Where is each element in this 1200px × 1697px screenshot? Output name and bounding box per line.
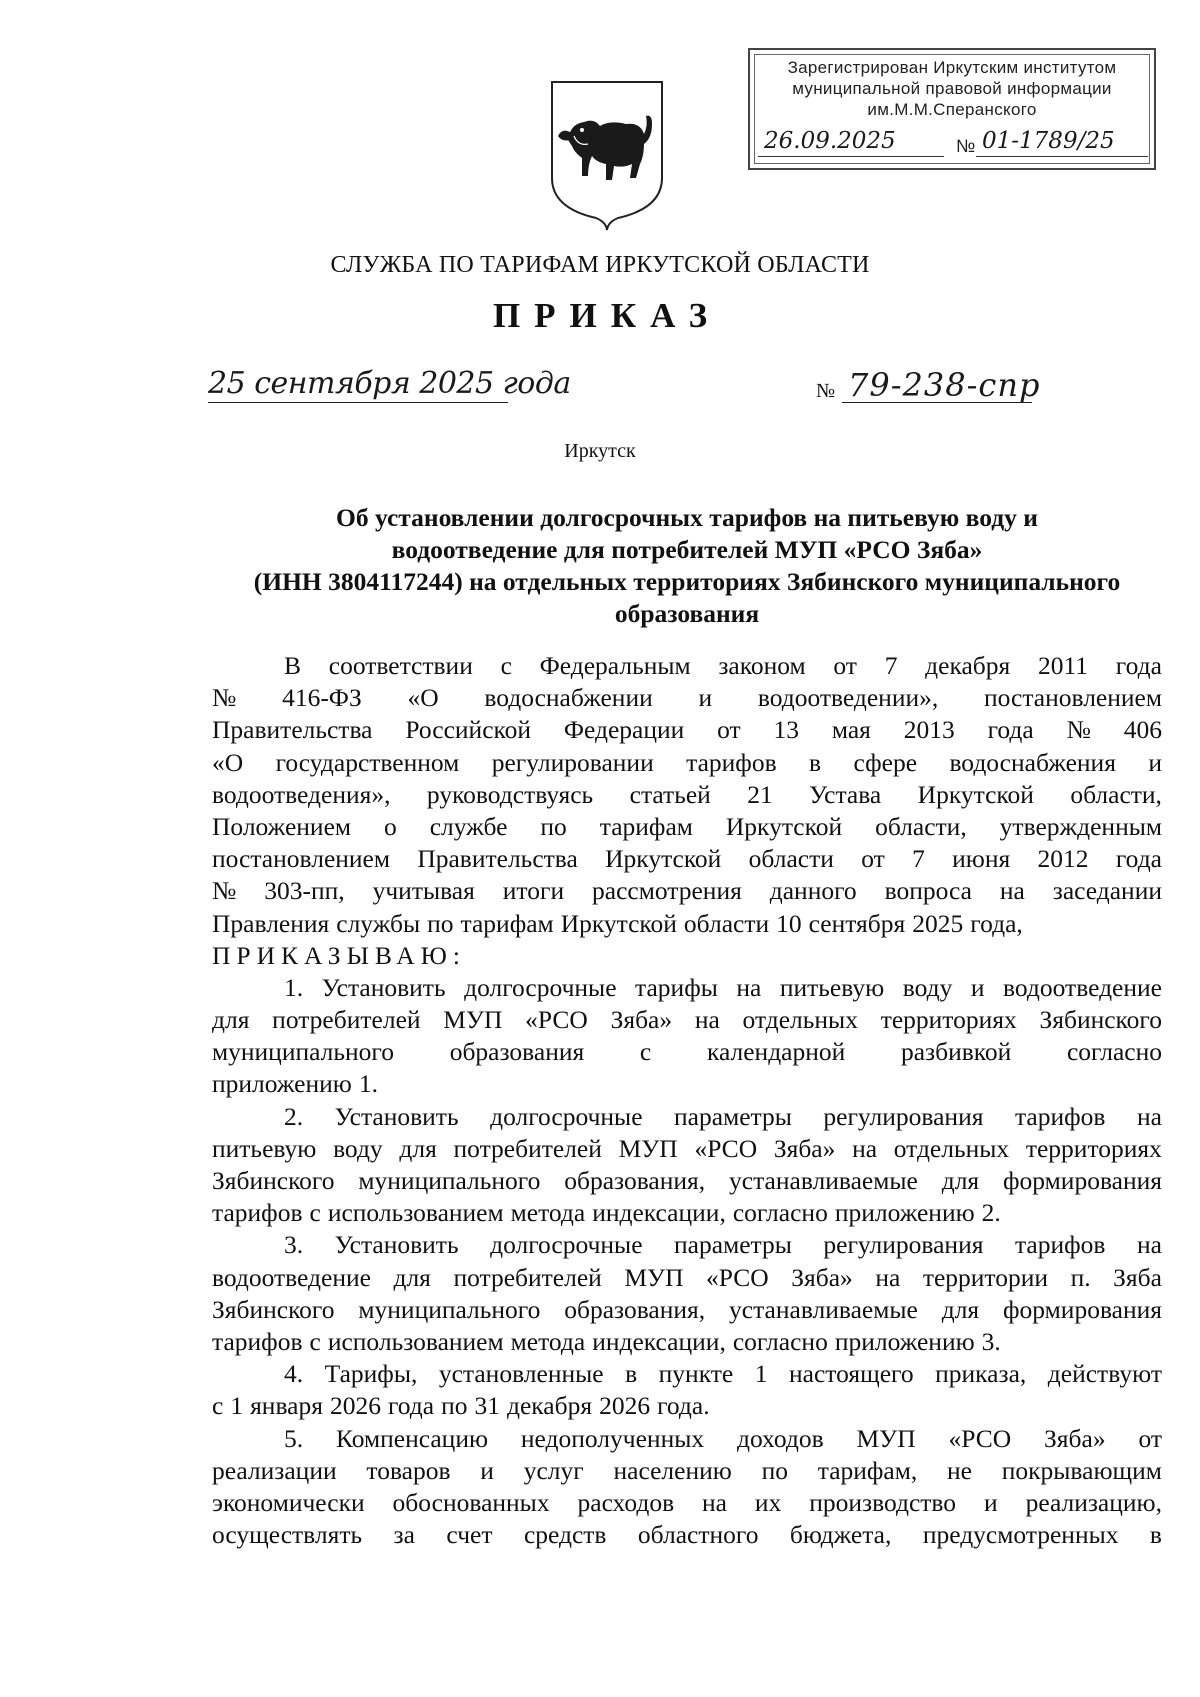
- body-line: «О государственном регулировании тарифов в сфере водоснабжения и: [212, 747, 1162, 777]
- handwritten-date: 25 сентября 2025 года: [208, 366, 571, 401]
- body-line: 4. Тарифы, установленные в пункте 1 настоящего приказа, действуют: [284, 1359, 1162, 1389]
- body-line: тарифов с использованием метода индексации, согласно приложению 3.: [212, 1326, 1001, 1356]
- body-line: для потребителей МУП «РСО Зяба» на отдельных территориях Зябинского: [212, 1005, 1162, 1035]
- body-line: Зябинского муниципального образования, устанавливаемые для формирования: [212, 1294, 1162, 1324]
- city: Иркутск: [564, 440, 636, 462]
- body-line: муниципального образования с календарной разбивкой согласно: [212, 1037, 1162, 1067]
- body-line: экономически обоснованных расходов на их производство и реализацию,: [212, 1487, 1162, 1517]
- body-line: 3. Установить долгосрочные параметры регулирования тарифов на: [284, 1230, 1162, 1260]
- body-line: с 1 января 2026 года по 31 декабря 2026 года.: [212, 1391, 710, 1421]
- document-type: ПРИКАЗ: [492, 296, 722, 335]
- organization-name: СЛУЖБА ПО ТАРИФАМ ИРКУТСКОЙ ОБЛАСТИ: [330, 252, 870, 278]
- title-line: образования: [614, 599, 760, 628]
- stamp-number-label: №: [956, 136, 976, 156]
- stamp-date: 26.09.2025: [764, 128, 896, 154]
- body-line: № 416-ФЗ «О водоснабжении и водоотведении», постановлением: [212, 683, 1162, 713]
- order-number-label: №: [816, 380, 836, 402]
- body-line: В соответствии с Федеральным законом от 7 декабря 2011 года: [284, 651, 1162, 680]
- date-underline: [208, 402, 508, 403]
- body-line: 2. Установить долгосрочные параметры регулирования тарифов на: [284, 1101, 1162, 1131]
- title-line: водоотведение для потребителей МУП «РСО Зяба»: [391, 535, 983, 564]
- stamp-number-line: [976, 156, 1148, 157]
- document-body: [212, 650, 1162, 1551]
- body-line: Правительства Российской Федерации от 13 мая 2013 года № 406: [212, 715, 1162, 745]
- body-line: водоотведения», руководствуясь статьей 21 Устава Иркутской области,: [212, 779, 1162, 809]
- body-line: питьевую воду для потребителей МУП «РСО Зяба» на отдельных территориях: [212, 1133, 1162, 1163]
- title-line: Об установлении долгосрочных тарифов на питьевую воду и: [336, 503, 1038, 532]
- body-line: 1. Установить долгосрочные тарифы на питьевую воду и водоотведение: [284, 972, 1162, 1002]
- stamp-number: 01-1789/25: [982, 128, 1115, 154]
- stamp-line-3: им.М.М.Сперанского: [867, 100, 1037, 119]
- body-line: 5. Компенсацию недополученных доходов МУП «РСО Зяба» от: [284, 1423, 1162, 1453]
- body-line: тарифов с использованием метода индексации, согласно приложению 2.: [212, 1198, 1001, 1228]
- number-underline: [842, 402, 1032, 403]
- body-line: осуществлять за счет средств областного бюджета, предусмотренных в: [212, 1520, 1162, 1550]
- handwritten-order-number: 79-238-спр: [848, 366, 1041, 404]
- body-line: № 303-пп, учитывая итоги рассмотрения данного вопроса на заседании: [212, 876, 1162, 906]
- body-line: водоотведение для потребителей МУП «РСО Зяба» на территории п. Зяба: [212, 1262, 1162, 1292]
- body-line: реализации товаров и услуг населению по тарифам, не покрывающим: [212, 1455, 1162, 1485]
- registration-stamp: [748, 48, 1156, 170]
- stamp-line-2: муниципальной правовой информации: [792, 79, 1112, 98]
- stamp-date-line: [758, 156, 944, 157]
- body-line: Зябинского муниципального образования, устанавливаемые для формирования: [212, 1166, 1162, 1195]
- body-line: Положением о службе по тарифам Иркутской области, утвержденным: [212, 811, 1162, 841]
- title-line: (ИНН 3804117244) на отдельных территориях Зябинского муниципального: [253, 567, 1121, 596]
- coat-of-arms-emblem: [548, 78, 666, 232]
- document-title: [212, 502, 1162, 630]
- body-line: ПРИКАЗЫВАЮ:: [212, 940, 466, 970]
- body-line: постановлением Правительства Иркутской области от 7 июня 2012 года: [212, 844, 1162, 874]
- body-line: Правления службы по тарифам Иркутской области 10 сентября 2025 года,: [212, 908, 1023, 938]
- body-line: приложению 1.: [212, 1069, 378, 1099]
- stamp-line-1: Зарегистрирован Иркутским институтом: [787, 58, 1117, 77]
